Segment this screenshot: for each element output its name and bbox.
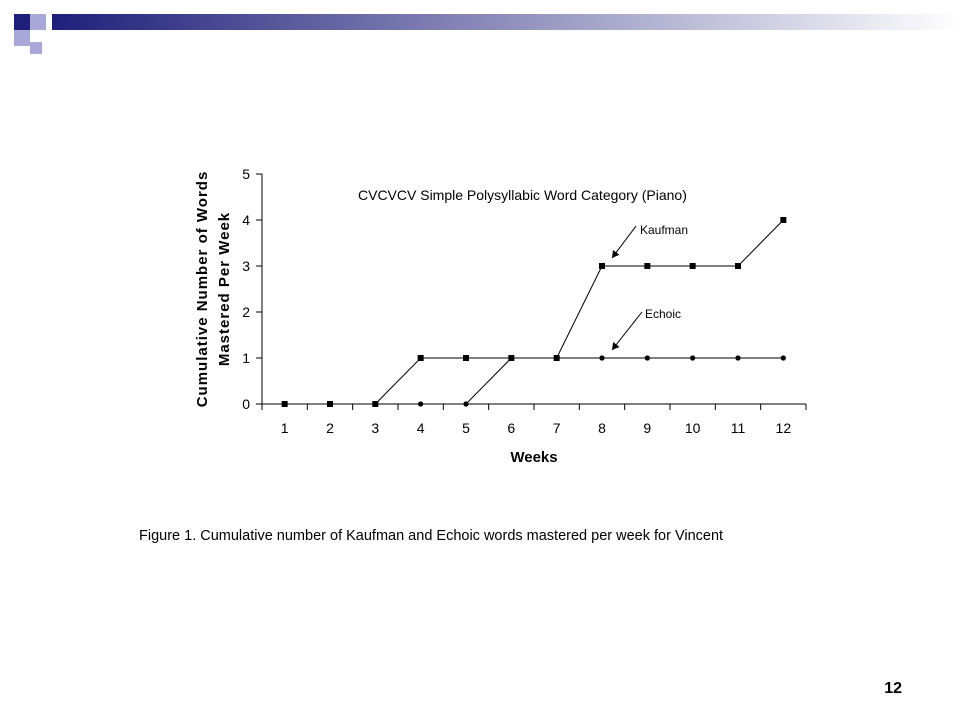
series-line-kaufman — [285, 220, 784, 404]
y-tick-label: 2 — [242, 304, 250, 320]
x-tick-label: 11 — [730, 420, 746, 436]
y-tick-label: 0 — [242, 396, 250, 412]
data-point-echoic — [373, 401, 378, 406]
x-tick-label: 1 — [280, 420, 289, 436]
x-tick-label: 2 — [326, 420, 334, 436]
data-point-kaufman — [735, 263, 741, 269]
y-axis-title-line: Mastered Per Week — [216, 211, 233, 367]
x-tick-label: 8 — [598, 420, 606, 436]
y-tick-label: 1 — [242, 350, 250, 366]
x-axis-title: Weeks — [510, 449, 558, 466]
data-point-kaufman — [463, 355, 469, 361]
x-tick-label: 10 — [684, 420, 701, 436]
data-point-echoic — [690, 355, 695, 360]
data-point-echoic — [463, 401, 468, 406]
data-point-echoic — [282, 401, 287, 406]
annotation-label-echoic: Echoic — [645, 307, 682, 321]
annotation-arrow-head — [612, 342, 619, 350]
x-tick-label: 5 — [462, 420, 470, 436]
chart-title: CVCVCV Simple Polysyllabic Word Category (Piano) — [358, 187, 687, 203]
x-tick-label: 12 — [775, 420, 792, 436]
data-point-echoic — [509, 355, 514, 360]
x-tick-label: 4 — [416, 420, 425, 436]
y-tick-label: 3 — [242, 258, 250, 274]
annotation-arrow-head — [612, 250, 619, 258]
y-tick-label: 5 — [242, 166, 250, 182]
data-point-kaufman — [418, 355, 424, 361]
y-tick-label: 4 — [242, 212, 250, 228]
x-tick-label: 7 — [552, 420, 561, 436]
page-number: 12 — [884, 680, 902, 697]
figure-caption: Figure 1. Cumulative number of Kaufman and Echoic words mastered per week for Vincent — [139, 528, 724, 544]
data-point-kaufman — [644, 263, 650, 269]
data-point-echoic — [781, 355, 786, 360]
data-point-kaufman — [780, 217, 786, 223]
data-point-kaufman — [690, 263, 696, 269]
x-tick-label: 9 — [643, 420, 652, 436]
data-point-echoic — [645, 355, 650, 360]
x-tick-label: 3 — [371, 420, 380, 436]
data-point-echoic — [554, 355, 559, 360]
data-point-kaufman — [599, 263, 605, 269]
x-tick-label: 6 — [507, 420, 516, 436]
data-point-echoic — [599, 355, 604, 360]
series-line-echoic — [285, 358, 784, 404]
y-axis-title-line: Cumulative Number of Words — [194, 170, 211, 408]
annotation-arrow-line — [612, 312, 642, 350]
data-point-echoic — [418, 401, 423, 406]
annotation-label-kaufman: Kaufman — [640, 223, 689, 237]
data-point-echoic — [735, 355, 740, 360]
data-point-echoic — [327, 401, 332, 406]
